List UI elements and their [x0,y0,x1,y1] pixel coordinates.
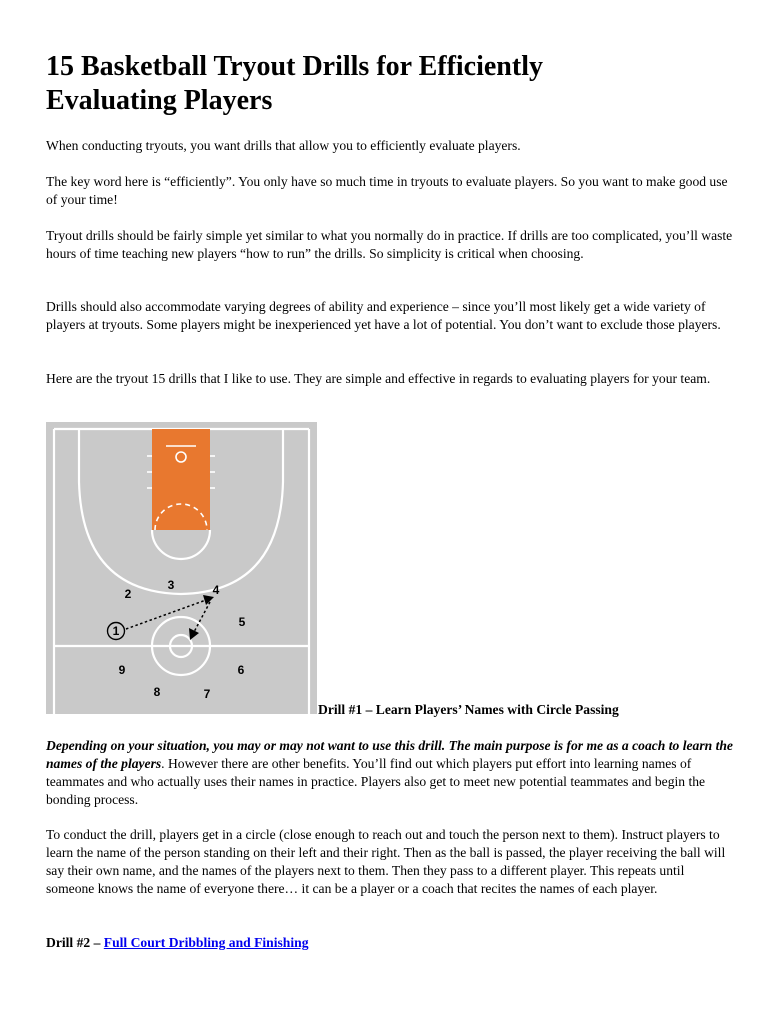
player-3-label: 3 [167,578,175,592]
drill-2-prefix: Drill #2 – [46,935,104,950]
page-title: 15 Basketball Tryout Drills for Efficiently Evaluating Players [46,51,543,116]
player-4-label: 4 [212,583,220,597]
paragraph-intro: When conducting tryouts, you want drills that allow you to efficiently evaluate players. [46,138,521,153]
paragraph-ability: Drills should also accommodate varying degrees of ability and experience – since you’ll most likely get a wide variety of players at tryouts. Some players might be inexperienced yet have a lot of potential. You don’t want to exclude those players. [46,299,721,332]
player-8-label: 8 [153,685,161,699]
paragraph-simplicity: Tryout drills should be fairly simple yet similar to what you normally do in practice. If drills are too complicated, you’ll waste hours of time teaching new players “how to run” the drills. So simplicity is critical when choosing. [46,228,733,261]
player-6-label: 6 [237,663,245,677]
drill-2-heading [46,934,309,952]
player-7-label: 7 [203,687,211,701]
paragraph-drill-1-instructions: To conduct the drill, players get in a circle (close enough to reach out and touch the person next to them). Instruct players to learn the name of the person standing on their left and their right. Then as the ball is passed, the player receiving the ball will say their own name, and the names of the players next to them. Then they pass to a different player. This repeats until someone knows the name of everyone there… it can be a player or a coach that recites the names of each player. [46,827,726,896]
player-2-label: 2 [124,587,132,601]
drill-1-benefits: . However there are other benefits. You’ll find out which players put effort into learning names of teammates and who actually uses their names in practice. Players also get to meet new potential teammates and begin the bonding process. [46,756,706,807]
drill-1-court-diagram [46,422,317,714]
player-5-label: 5 [238,615,246,629]
player-9-label: 9 [118,663,126,677]
player-1-label: 1 [112,624,120,638]
paragraph-efficiently: The key word here is “efficiently”. You only have so much time in tryouts to evaluate players. So you want to make good use of your time! [46,174,728,207]
drill-2-link[interactable]: Full Court Dribbling and Finishing [103,935,309,950]
drill-1-caption: Drill #1 – Learn Players’ Names with Circle Passing [318,702,619,717]
paragraph-drill-list-intro: Here are the tryout 15 drills that I like to use. They are simple and effective in regards to evaluating players for your team. [46,371,711,386]
paragraph-drill-1-purpose [46,737,736,809]
drill-1-emphasis: Depending on your situation, you may or may not want to use this drill. The main purpose is for me as a coach to learn the names of the players [46,738,733,771]
